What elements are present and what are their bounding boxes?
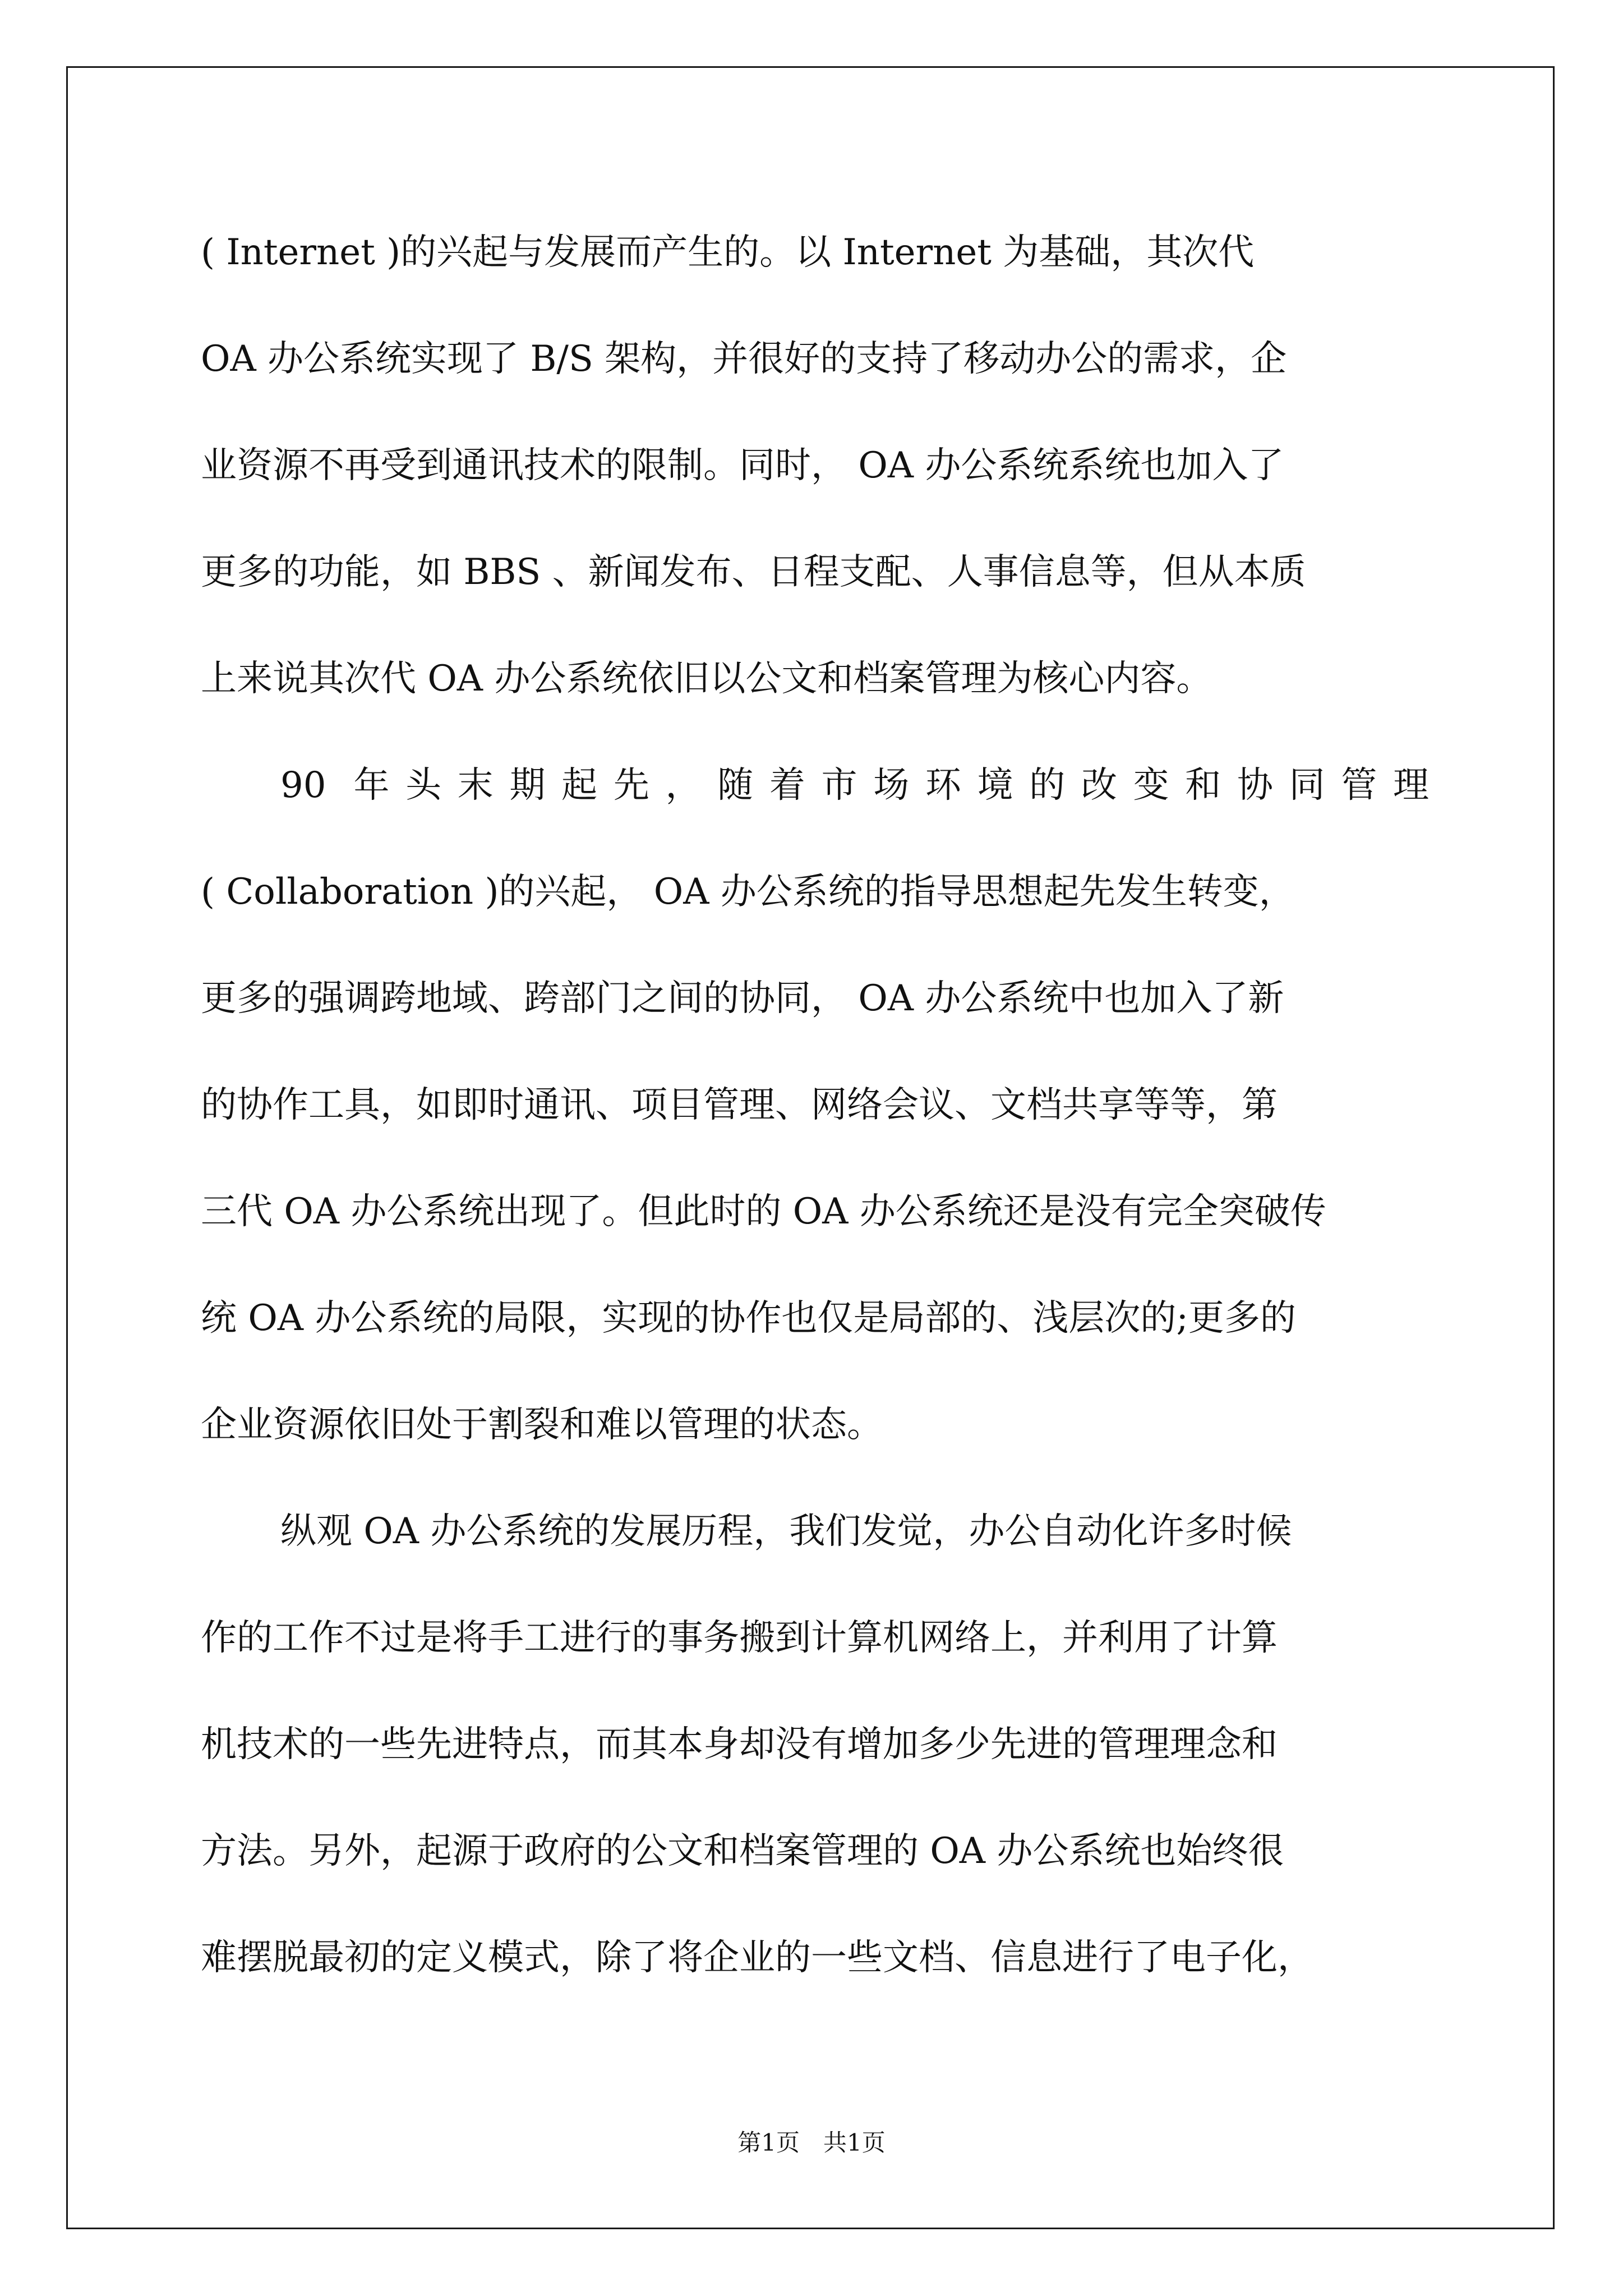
text-line-5: 上来说其次代 OA 办公系统依旧以公文和档案管理为核心内容。 xyxy=(201,658,1212,700)
text-line-16: 方法。另外，起源于政府的公文和档案管理的 OA 办公系统也始终很 xyxy=(201,1830,1284,1872)
text-line-4: 更多的功能，如 BBS 、新闻发布、日程支配、人事信息等，但从本质 xyxy=(201,551,1306,593)
text-line-3: 业资源不再受到通讯技术的限制。同时， OA 办公系统系统也加入了 xyxy=(201,445,1284,486)
text-line-10: 三代 OA 办公系统出现了。但此时的 OA 办公系统还是没有完全突破传 xyxy=(201,1191,1326,1232)
text-line-9: 的协作工具，如即时通讯、项目管理、网络会议、文档共享等等，第 xyxy=(201,1084,1278,1126)
text-line-13: 纵观 OA 办公系统的发展历程，我们发觉，办公自动化许多时候 xyxy=(280,1511,1292,1552)
text-line-6: 90 年头末期起先，随着市场环境的改变和协同管理 xyxy=(280,765,1429,806)
text-line-8: 更多的强调跨地域、跨部门之间的协同， OA 办公系统中也加入了新 xyxy=(201,978,1284,1019)
text-line-15: 机技术的一些先进特点，而其本身却没有增加多少先进的管理理念和 xyxy=(201,1724,1278,1765)
text-line-7: ( Collaboration )的兴起， OA 办公系统的指导思想起先发生转变， xyxy=(201,871,1295,913)
text-line-2: OA 办公系统实现了 B/S 架构，并很好的支持了移动办公的需求，企 xyxy=(201,338,1287,380)
page-footer: 第1页 共1页 xyxy=(737,2129,886,2156)
text-line-11: 统 OA 办公系统的局限，实现的协作也仅是局部的、浅层次的;更多的 xyxy=(201,1297,1296,1339)
text-line-17: 难摆脱最初的定义模式，除了将企业的一些文档、信息进行了电子化， xyxy=(201,1937,1313,1978)
text-line-1: ( Internet )的兴起与发展而产生的。以 Internet 为基础，其次代 xyxy=(201,232,1255,273)
text-line-14: 作的工作不过是将手工进行的事务搬到计算机网络上，并利用了计算 xyxy=(201,1617,1278,1659)
text-line-12: 企业资源依旧处于割裂和难以管理的状态。 xyxy=(201,1404,883,1446)
